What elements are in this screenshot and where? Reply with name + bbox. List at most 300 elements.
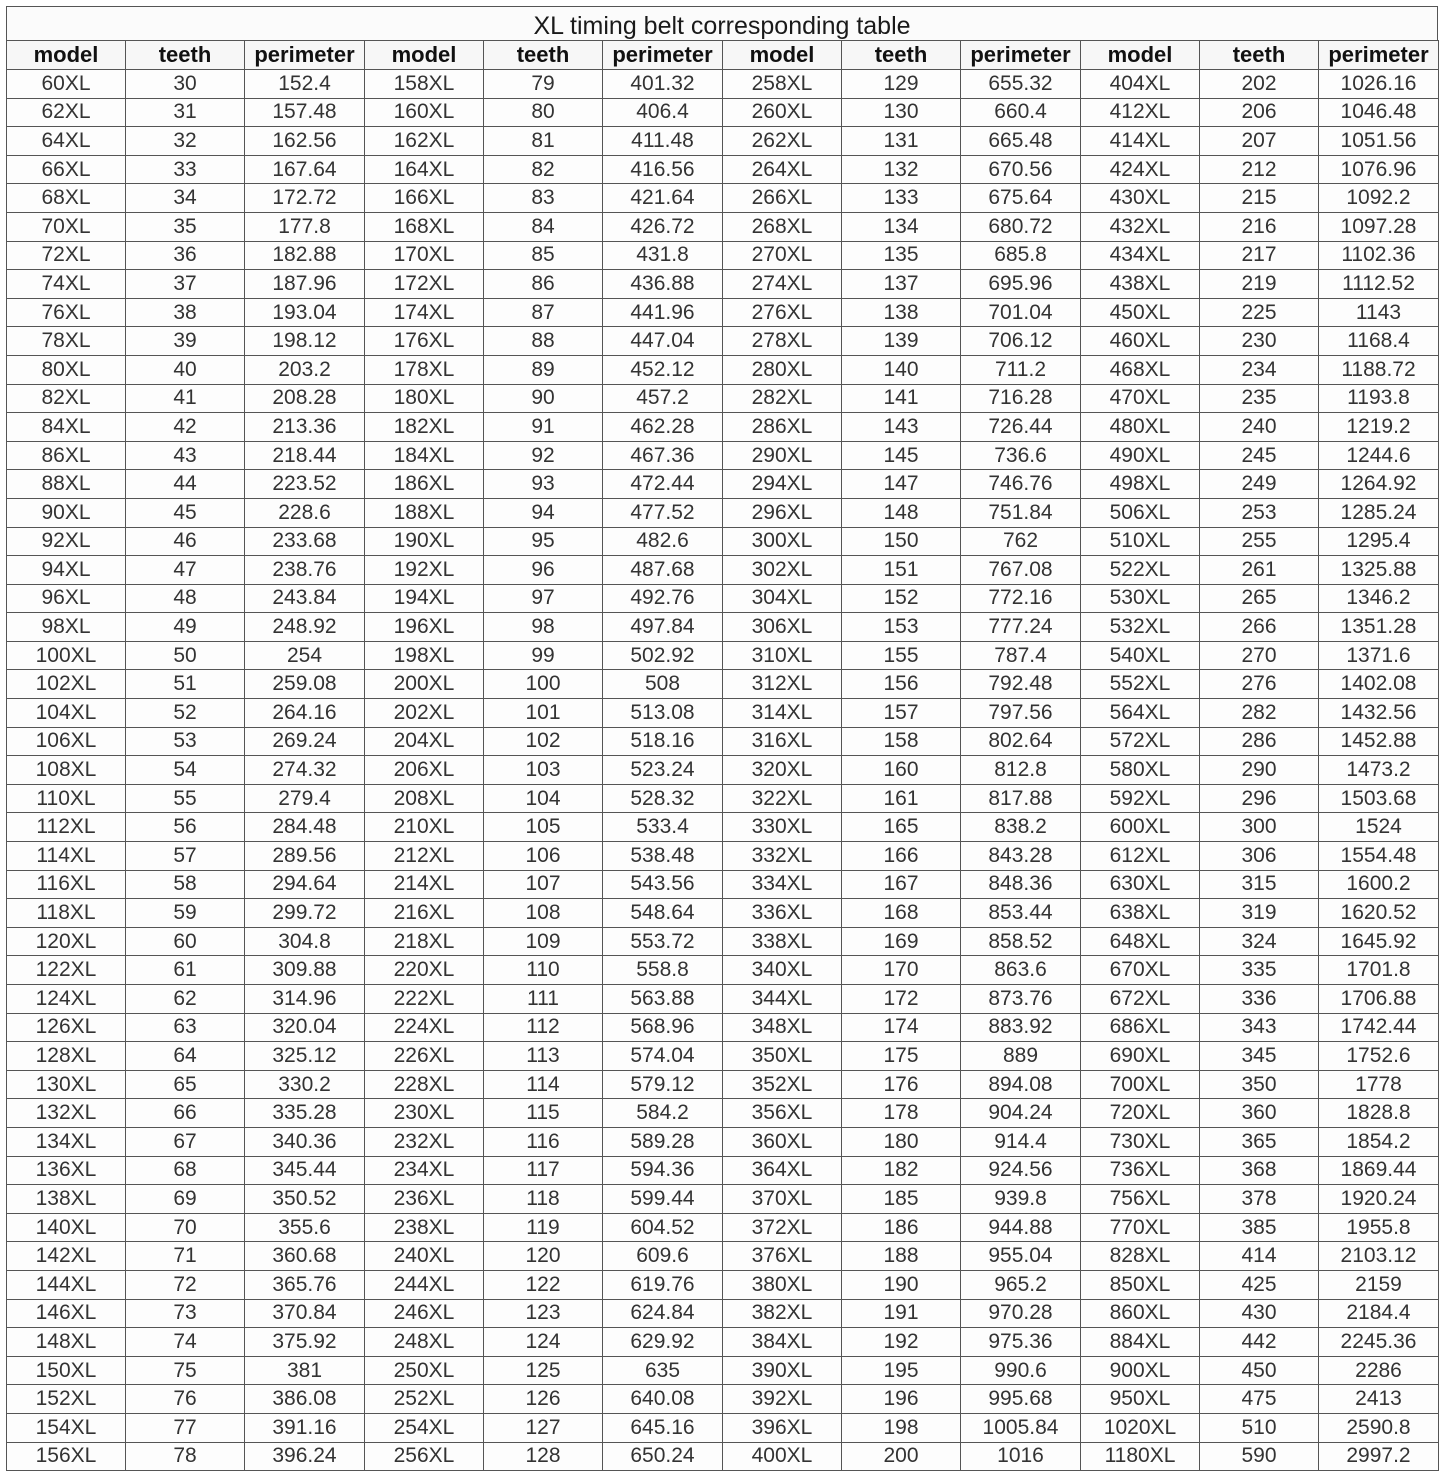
table-cell: 216 [1200, 212, 1319, 241]
table-cell: 434XL [1081, 241, 1200, 270]
table-cell: 106XL [7, 727, 126, 756]
table-cell: 1219.2 [1319, 413, 1439, 442]
table-cell: 220XL [365, 956, 484, 985]
table-cell: 182 [842, 1156, 961, 1185]
table-row [7, 784, 1439, 813]
table-cell: 206XL [365, 756, 484, 785]
table-cell: 52 [126, 699, 245, 728]
table-cell: 243.84 [245, 584, 365, 613]
column-header: perimeter [603, 41, 723, 70]
table-cell: 850XL [1081, 1270, 1200, 1299]
table-cell: 396XL [723, 1413, 842, 1442]
table-cell: 302XL [723, 556, 842, 585]
table-cell: 438XL [1081, 270, 1200, 299]
table-cell: 124XL [7, 985, 126, 1014]
table-cell: 165 [842, 813, 961, 842]
column-header: teeth [126, 41, 245, 70]
table-cell: 492.76 [603, 584, 723, 613]
table-cell: 480XL [1081, 413, 1200, 442]
table-cell: 102XL [7, 670, 126, 699]
table-cell: 540XL [1081, 641, 1200, 670]
table-cell: 680.72 [961, 212, 1081, 241]
table-cell: 97 [484, 584, 603, 613]
table-cell: 248.92 [245, 613, 365, 642]
table-cell: 69 [126, 1185, 245, 1214]
table-cell: 252XL [365, 1385, 484, 1414]
belt-table [6, 40, 1439, 1471]
table-cell: 2590.8 [1319, 1413, 1439, 1442]
table-cell: 80XL [7, 355, 126, 384]
table-row [7, 1127, 1439, 1156]
table-cell: 190 [842, 1270, 961, 1299]
table-cell: 1371.6 [1319, 641, 1439, 670]
table-cell: 1645.92 [1319, 927, 1439, 956]
table-cell: 282XL [723, 384, 842, 413]
table-cell: 212 [1200, 155, 1319, 184]
table-cell: 78 [126, 1442, 245, 1471]
table-cell: 490XL [1081, 441, 1200, 470]
table-cell: 416.56 [603, 155, 723, 184]
table-cell: 368 [1200, 1156, 1319, 1185]
table-cell: 817.88 [961, 784, 1081, 813]
table-cell: 162XL [365, 127, 484, 156]
table-cell: 290 [1200, 756, 1319, 785]
table-cell: 350 [1200, 1070, 1319, 1099]
table-cell: 475 [1200, 1385, 1319, 1414]
table-cell: 279.4 [245, 784, 365, 813]
table-cell: 37 [126, 270, 245, 299]
table-cell: 60XL [7, 70, 126, 99]
table-cell: 767.08 [961, 556, 1081, 585]
table-row [7, 1042, 1439, 1071]
table-cell: 360XL [723, 1127, 842, 1156]
table-cell: 245 [1200, 441, 1319, 470]
table-cell: 635 [603, 1356, 723, 1385]
table-cell: 103 [484, 756, 603, 785]
table-cell: 685.8 [961, 241, 1081, 270]
table-cell: 208XL [365, 784, 484, 813]
table-cell: 219 [1200, 270, 1319, 299]
table-cell: 412XL [1081, 98, 1200, 127]
table-cell: 111 [484, 985, 603, 1014]
table-cell: 269.24 [245, 727, 365, 756]
table-cell: 59 [126, 899, 245, 928]
table-cell: 158XL [365, 70, 484, 99]
table-cell: 188XL [365, 498, 484, 527]
table-cell: 238.76 [245, 556, 365, 585]
table-cell: 553.72 [603, 927, 723, 956]
table-cell: 274XL [723, 270, 842, 299]
table-cell: 510XL [1081, 527, 1200, 556]
table-cell: 132XL [7, 1099, 126, 1128]
table-cell: 240XL [365, 1242, 484, 1271]
table-cell: 184XL [365, 441, 484, 470]
table-cell: 216XL [365, 899, 484, 928]
table-cell: 386.08 [245, 1385, 365, 1414]
table-cell: 33 [126, 155, 245, 184]
table-cell: 322XL [723, 784, 842, 813]
table-cell: 736.6 [961, 441, 1081, 470]
table-cell: 792.48 [961, 670, 1081, 699]
table-cell: 1742.44 [1319, 1013, 1439, 1042]
table-row [7, 527, 1439, 556]
table-cell: 730XL [1081, 1127, 1200, 1156]
table-cell: 736XL [1081, 1156, 1200, 1185]
table-cell: 334XL [723, 870, 842, 899]
table-cell: 812.8 [961, 756, 1081, 785]
table-cell: 284.48 [245, 813, 365, 842]
table-cell: 244XL [365, 1270, 484, 1299]
table-cell: 497.84 [603, 613, 723, 642]
table-cell: 172 [842, 985, 961, 1014]
table-row [7, 1299, 1439, 1328]
table-cell: 124 [484, 1328, 603, 1357]
table-cell: 552XL [1081, 670, 1200, 699]
table-cell: 396.24 [245, 1442, 365, 1471]
table-cell: 137 [842, 270, 961, 299]
table-cell: 720XL [1081, 1099, 1200, 1128]
table-cell: 96XL [7, 584, 126, 613]
table-row [7, 1156, 1439, 1185]
table-cell: 1026.16 [1319, 70, 1439, 99]
table-cell: 2997.2 [1319, 1442, 1439, 1471]
table-cell: 45 [126, 498, 245, 527]
table-cell: 1452.88 [1319, 727, 1439, 756]
table-cell: 1325.88 [1319, 556, 1439, 585]
table-cell: 213.36 [245, 413, 365, 442]
table-cell: 178 [842, 1099, 961, 1128]
table-cell: 506XL [1081, 498, 1200, 527]
table-cell: 233.68 [245, 527, 365, 556]
table-cell: 314XL [723, 699, 842, 728]
table-cell: 543.56 [603, 870, 723, 899]
table-cell: 1005.84 [961, 1413, 1081, 1442]
table-cell: 172XL [365, 270, 484, 299]
table-cell: 430 [1200, 1299, 1319, 1328]
table-cell: 1432.56 [1319, 699, 1439, 728]
table-cell: 224XL [365, 1013, 484, 1042]
table-cell: 312XL [723, 670, 842, 699]
table-cell: 30 [126, 70, 245, 99]
table-cell: 276XL [723, 298, 842, 327]
table-cell: 170 [842, 956, 961, 985]
table-cell: 1102.36 [1319, 241, 1439, 270]
table-cell: 261 [1200, 556, 1319, 585]
table-cell: 167 [842, 870, 961, 899]
table-cell: 860XL [1081, 1299, 1200, 1328]
table-cell: 110 [484, 956, 603, 985]
table-cell: 468XL [1081, 355, 1200, 384]
table-cell: 276 [1200, 670, 1319, 699]
table-cell: 218XL [365, 927, 484, 956]
table-cell: 296 [1200, 784, 1319, 813]
table-cell: 108 [484, 899, 603, 928]
table-cell: 136XL [7, 1156, 126, 1185]
table-cell: 131 [842, 127, 961, 156]
table-cell: 177.8 [245, 212, 365, 241]
table-cell: 340XL [723, 956, 842, 985]
table-cell: 157.48 [245, 98, 365, 127]
table-cell: 104XL [7, 699, 126, 728]
table-cell: 167.64 [245, 155, 365, 184]
table-cell: 176 [842, 1070, 961, 1099]
table-cell: 1402.08 [1319, 670, 1439, 699]
table-cell: 107 [484, 870, 603, 899]
table-cell: 335 [1200, 956, 1319, 985]
table-cell: 226XL [365, 1042, 484, 1071]
table-cell: 248XL [365, 1328, 484, 1357]
table-cell: 262XL [723, 127, 842, 156]
table-cell: 186 [842, 1213, 961, 1242]
table-cell: 68 [126, 1156, 245, 1185]
table-cell: 360 [1200, 1099, 1319, 1128]
table-cell: 645.16 [603, 1413, 723, 1442]
table-cell: 462.28 [603, 413, 723, 442]
table-row [7, 641, 1439, 670]
table-cell: 894.08 [961, 1070, 1081, 1099]
table-cell: 152 [842, 584, 961, 613]
table-cell: 175 [842, 1042, 961, 1071]
table-cell: 1112.52 [1319, 270, 1439, 299]
table-cell: 207 [1200, 127, 1319, 156]
table-cell: 258XL [723, 70, 842, 99]
table-cell: 36 [126, 241, 245, 270]
table-cell: 91 [484, 413, 603, 442]
table-cell: 853.44 [961, 899, 1081, 928]
table-cell: 129 [842, 70, 961, 99]
table-cell: 191 [842, 1299, 961, 1328]
table-cell: 365 [1200, 1127, 1319, 1156]
table-cell: 530XL [1081, 584, 1200, 613]
table-cell: 280XL [723, 355, 842, 384]
table-cell: 467.36 [603, 441, 723, 470]
table-cell: 120XL [7, 927, 126, 956]
table-cell: 264.16 [245, 699, 365, 728]
table-cell: 58 [126, 870, 245, 899]
table-cell: 619.76 [603, 1270, 723, 1299]
table-cell: 50 [126, 641, 245, 670]
table-row [7, 1099, 1439, 1128]
table-cell: 198.12 [245, 327, 365, 356]
table-cell: 344XL [723, 985, 842, 1014]
table-cell: 883.92 [961, 1013, 1081, 1042]
column-header: perimeter [1319, 41, 1439, 70]
table-cell: 314.96 [245, 985, 365, 1014]
table-cell: 196 [842, 1385, 961, 1414]
table-cell: 152XL [7, 1385, 126, 1414]
table-cell: 324 [1200, 927, 1319, 956]
table-cell: 364XL [723, 1156, 842, 1185]
table-cell: 513.08 [603, 699, 723, 728]
table-cell: 40 [126, 355, 245, 384]
table-cell: 100XL [7, 641, 126, 670]
table-cell: 151 [842, 556, 961, 585]
table-cell: 90 [484, 384, 603, 413]
table-cell: 1244.6 [1319, 441, 1439, 470]
table-cell: 382XL [723, 1299, 842, 1328]
table-cell: 116 [484, 1127, 603, 1156]
table-cell: 370.84 [245, 1299, 365, 1328]
table-cell: 154XL [7, 1413, 126, 1442]
table-cell: 1503.68 [1319, 784, 1439, 813]
table-cell: 599.44 [603, 1185, 723, 1214]
table-cell: 150XL [7, 1356, 126, 1385]
table-cell: 99 [484, 641, 603, 670]
table-cell: 112XL [7, 813, 126, 842]
table-cell: 352XL [723, 1070, 842, 1099]
table-cell: 630XL [1081, 870, 1200, 899]
table-cell: 432XL [1081, 212, 1200, 241]
table-cell: 522XL [1081, 556, 1200, 585]
table-row [7, 927, 1439, 956]
table-cell: 690XL [1081, 1042, 1200, 1071]
table-cell: 1020XL [1081, 1413, 1200, 1442]
table-cell: 330XL [723, 813, 842, 842]
table-cell: 105 [484, 813, 603, 842]
table-cell: 212XL [365, 842, 484, 871]
table-cell: 904.24 [961, 1099, 1081, 1128]
table-cell: 114XL [7, 842, 126, 871]
table-cell: 170XL [365, 241, 484, 270]
table-cell: 348XL [723, 1013, 842, 1042]
table-cell: 68XL [7, 184, 126, 213]
table-cell: 304XL [723, 584, 842, 613]
table-cell: 202 [1200, 70, 1319, 99]
table-cell: 1168.4 [1319, 327, 1439, 356]
table-cell: 193.04 [245, 298, 365, 327]
table-cell: 80 [484, 98, 603, 127]
table-cell: 1295.4 [1319, 527, 1439, 556]
table-cell: 110XL [7, 784, 126, 813]
table-cell: 319 [1200, 899, 1319, 928]
table-cell: 309.88 [245, 956, 365, 985]
table-cell: 196XL [365, 613, 484, 642]
table-cell: 838.2 [961, 813, 1081, 842]
table-cell: 264XL [723, 155, 842, 184]
table-cell: 528.32 [603, 784, 723, 813]
table-cell: 35 [126, 212, 245, 241]
table-cell: 140XL [7, 1213, 126, 1242]
table-row [7, 756, 1439, 785]
table-cell: 113 [484, 1042, 603, 1071]
table-cell: 204XL [365, 727, 484, 756]
table-cell: 574.04 [603, 1042, 723, 1071]
table-cell: 87 [484, 298, 603, 327]
table-cell: 286XL [723, 413, 842, 442]
table-cell: 81 [484, 127, 603, 156]
table-cell: 46 [126, 527, 245, 556]
table-cell: 94 [484, 498, 603, 527]
table-cell: 2103.12 [1319, 1242, 1439, 1271]
table-cell: 401.32 [603, 70, 723, 99]
table-cell: 1524 [1319, 813, 1439, 842]
table-cell: 145 [842, 441, 961, 470]
table-row [7, 384, 1439, 413]
table-row [7, 270, 1439, 299]
table-cell: 828XL [1081, 1242, 1200, 1271]
table-cell: 259.08 [245, 670, 365, 699]
table-cell: 584.2 [603, 1099, 723, 1128]
table-cell: 1180XL [1081, 1442, 1200, 1471]
column-header: teeth [1200, 41, 1319, 70]
table-cell: 421.64 [603, 184, 723, 213]
table-cell: 648XL [1081, 927, 1200, 956]
table-cell: 470XL [1081, 384, 1200, 413]
table-cell: 117 [484, 1156, 603, 1185]
table-cell: 508 [603, 670, 723, 699]
table-cell: 253 [1200, 498, 1319, 527]
table-cell: 533.4 [603, 813, 723, 842]
table-cell: 127 [484, 1413, 603, 1442]
table-cell: 457.2 [603, 384, 723, 413]
table-cell: 411.48 [603, 127, 723, 156]
table-cell: 579.12 [603, 1070, 723, 1099]
table-cell: 84XL [7, 413, 126, 442]
table-cell: 39 [126, 327, 245, 356]
table-row [7, 556, 1439, 585]
table-cell: 338XL [723, 927, 842, 956]
table-cell: 73 [126, 1299, 245, 1328]
table-row [7, 727, 1439, 756]
table-cell: 64XL [7, 127, 126, 156]
table-cell: 487.68 [603, 556, 723, 585]
table-cell: 286 [1200, 727, 1319, 756]
table-cell: 1920.24 [1319, 1185, 1439, 1214]
table-cell: 126XL [7, 1013, 126, 1042]
table-cell: 185 [842, 1185, 961, 1214]
table-cell: 270XL [723, 241, 842, 270]
table-row [7, 870, 1439, 899]
table-cell: 164XL [365, 155, 484, 184]
table-cell: 234XL [365, 1156, 484, 1185]
table-row [7, 441, 1439, 470]
table-cell: 523.24 [603, 756, 723, 785]
table-cell: 119 [484, 1213, 603, 1242]
table-cell: 1620.52 [1319, 899, 1439, 928]
table-body [7, 70, 1439, 1471]
table-cell: 1285.24 [1319, 498, 1439, 527]
table-cell: 53 [126, 727, 245, 756]
column-header: model [365, 41, 484, 70]
table-cell: 594.36 [603, 1156, 723, 1185]
table-cell: 2413 [1319, 1385, 1439, 1414]
table-cell: 1264.92 [1319, 470, 1439, 499]
table-cell: 67 [126, 1127, 245, 1156]
table-cell: 104 [484, 784, 603, 813]
table-cell: 655.32 [961, 70, 1081, 99]
table-cell: 160 [842, 756, 961, 785]
table-cell: 330.2 [245, 1070, 365, 1099]
table-cell: 590 [1200, 1442, 1319, 1471]
table-row [7, 413, 1439, 442]
table-cell: 310XL [723, 641, 842, 670]
table-row [7, 155, 1439, 184]
table-cell: 686XL [1081, 1013, 1200, 1042]
table-cell: 72 [126, 1270, 245, 1299]
table-cell: 223.52 [245, 470, 365, 499]
table-cell: 660.4 [961, 98, 1081, 127]
table-cell: 88 [484, 327, 603, 356]
table-cell: 548.64 [603, 899, 723, 928]
table-cell: 315 [1200, 870, 1319, 899]
table-row [7, 899, 1439, 928]
table-cell: 442 [1200, 1328, 1319, 1357]
table-cell: 391.16 [245, 1413, 365, 1442]
table-cell: 143 [842, 413, 961, 442]
table-row [7, 298, 1439, 327]
table-cell: 2245.36 [1319, 1328, 1439, 1357]
table-cell: 914.4 [961, 1127, 1081, 1156]
